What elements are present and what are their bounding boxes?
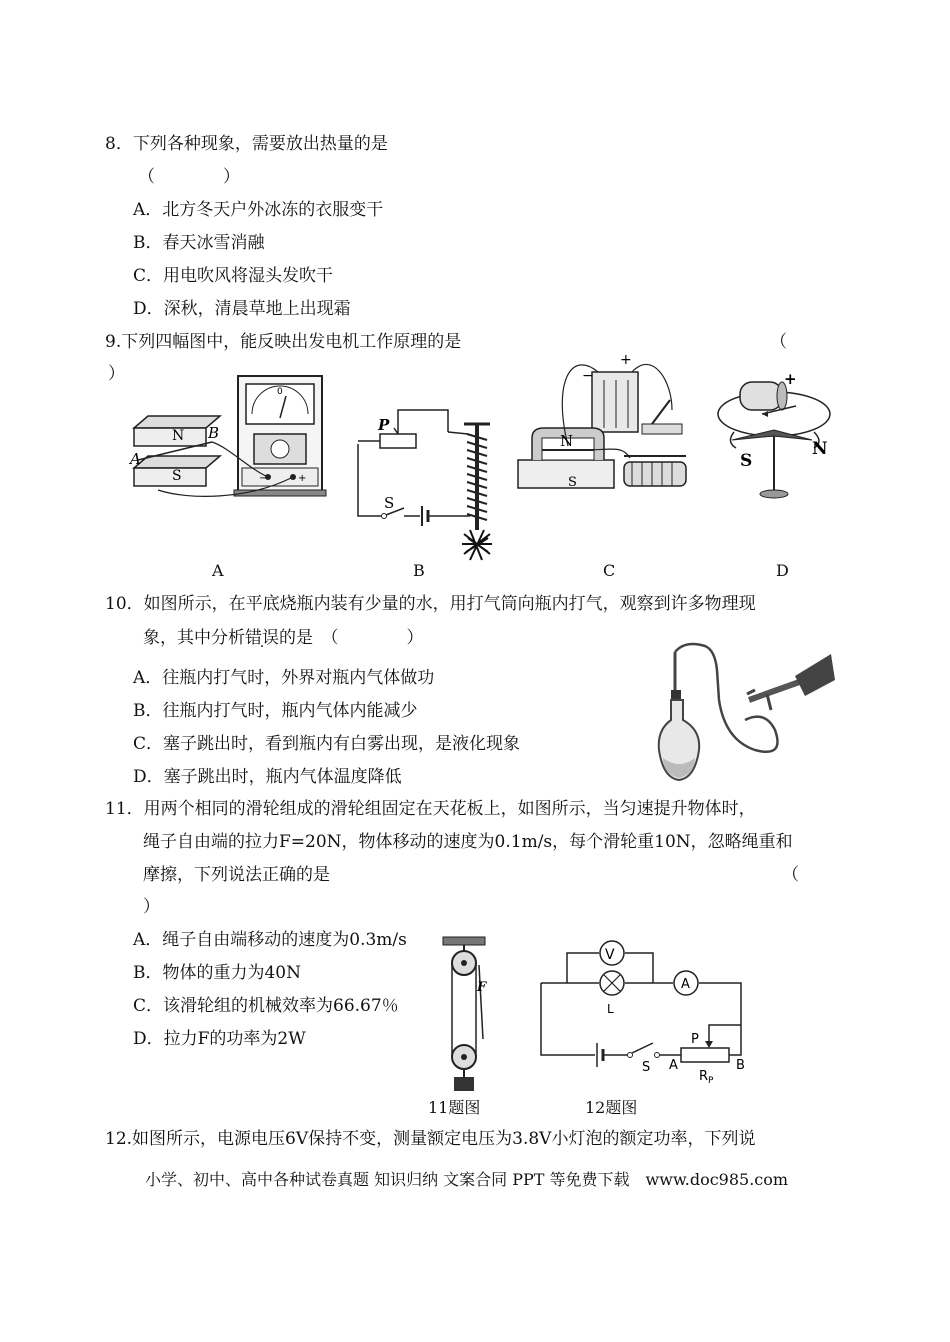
q9-figure-a	[128, 372, 333, 502]
q12-stem: 12.如图所示，电源电压6V保持不变，测量额定电压为3.8V小灯泡的额定功率，下列说	[105, 1129, 756, 1149]
q8-stem: 8．下列各种现象，需要放出热量的是	[105, 134, 388, 154]
q8-answer-paren: （ ）	[138, 167, 240, 187]
battery	[592, 372, 638, 432]
q9-stem: 9.下列四幅图中，能反映出发电机工作原理的是	[105, 332, 462, 352]
fig-a-minus-label: −	[259, 473, 268, 484]
q11-stem-line3: 摩擦，下列说法正确的是	[143, 865, 330, 885]
q10-option-c: C．塞子跳出时，看到瓶内有白雾出现，是液化现象	[133, 734, 521, 754]
fig-c-plus-label: +	[620, 352, 632, 368]
fig-a-s-label: S	[172, 468, 182, 484]
q9-caption-a: A	[212, 561, 224, 580]
q11-option-c: C．该滑轮组的机械效率为66.67％	[133, 996, 399, 1016]
fig-b-s-label: S	[384, 494, 395, 512]
rheostat-symbol	[681, 1048, 729, 1062]
q10-stem-emphasis: 错误	[245, 628, 279, 648]
q9-paren-close: ）	[108, 364, 125, 384]
fig12-end-b-label: B	[736, 1058, 745, 1073]
fig-c-n-label: N	[560, 432, 574, 450]
q8-option-d: D．深秋，清晨草地上出现霜	[133, 299, 351, 319]
q10-stem-pre: 象，其中分析	[143, 628, 245, 648]
q9-figure-d	[712, 362, 842, 507]
q8-option-a: A．北方冬天户外冰冻的衣服变干	[133, 200, 384, 220]
q12-circuit-figure	[535, 935, 765, 1085]
fig-d-n-label: N	[812, 439, 828, 459]
fig-a-a-label: A	[130, 450, 141, 468]
q8-option-c: C．用电吹风将湿头发吹干	[133, 266, 334, 286]
q11-pulley-figure	[435, 935, 495, 1095]
q10-option-b: B．往瓶内打气时，瓶内气体内能减少	[133, 701, 418, 721]
fig-a-plus-label: +	[298, 473, 307, 484]
q11-option-d: D．拉力F的功率为2W	[133, 1029, 306, 1049]
fig12-end-a-label: A	[669, 1058, 678, 1073]
q9-caption-d: D	[776, 561, 789, 580]
fig-a-n-label: N	[172, 428, 185, 444]
fig12-v-label: V	[605, 947, 615, 963]
fig-c-s-label: S	[568, 475, 577, 490]
page-footer: 小学、初中、高中各种试卷真题 知识归纳 文案合同 PPT 等免费下载 www.doc985.com	[145, 1170, 789, 1189]
q10-stem-line2	[143, 627, 424, 649]
fig-d-s-label: S	[740, 451, 753, 471]
q10-option-d: D．塞子跳出时，瓶内气体温度降低	[133, 767, 402, 787]
fig12-rp-label: $R_P$	[699, 1069, 714, 1085]
q9-paren-open: （	[770, 332, 787, 352]
q11-option-a: A．绳子自由端移动的速度为0.3m/s	[133, 930, 407, 950]
q10-flask-pump-figure	[655, 640, 835, 785]
q9-caption-c: C	[603, 561, 616, 580]
q11-figure-caption: 11题图	[428, 1098, 481, 1117]
q11-paren-close: ）	[143, 897, 160, 917]
q10-option-a: A．往瓶内打气时，外界对瓶内气体做功	[133, 668, 435, 688]
fig-d-plus-label: +	[784, 370, 797, 388]
fig12-s-label: S	[642, 1060, 651, 1075]
fig-b-p-label: P	[378, 416, 390, 434]
fig12-l-label: L	[607, 1002, 614, 1016]
q10-stem-post: 的是 （ ）	[279, 628, 424, 648]
q9-figure-b	[352, 404, 512, 562]
q8-option-b: B．春天冰雪消融	[133, 233, 265, 253]
q12-figure-caption: 12题图	[585, 1098, 638, 1117]
fig11-force-label: F	[477, 980, 487, 995]
rheostat	[380, 434, 416, 448]
battery-cell	[740, 382, 782, 410]
fig12-a-label: A	[681, 977, 690, 992]
fig-c-minus-label: −	[582, 368, 594, 384]
q11-stem-line2: 绳子自由端的拉力F=20N，物体移动的速度为0.1m/s，每个滑轮重10N，忽略绳重和	[143, 832, 793, 852]
q11-option-b: B．物体的重力为40N	[133, 963, 301, 983]
fig-a-b-label: B	[208, 424, 220, 442]
q10-stem-line1: 10．如图所示，在平底烧瓶内装有少量的水，用打气筒向瓶内打气，观察到许多物理现	[105, 594, 756, 614]
q11-paren-open: （	[782, 865, 799, 885]
fig-a-zero-label: 0	[277, 387, 283, 397]
q9-caption-b: B	[413, 561, 425, 580]
fig12-p-label: P	[691, 1032, 699, 1047]
q9-figure-c	[512, 350, 702, 505]
q11-stem-line1: 11．用两个相同的滑轮组成的滑轮组固定在天花板上，如图所示，当匀速提升物体时，	[105, 799, 756, 819]
weight-block	[454, 1077, 474, 1091]
